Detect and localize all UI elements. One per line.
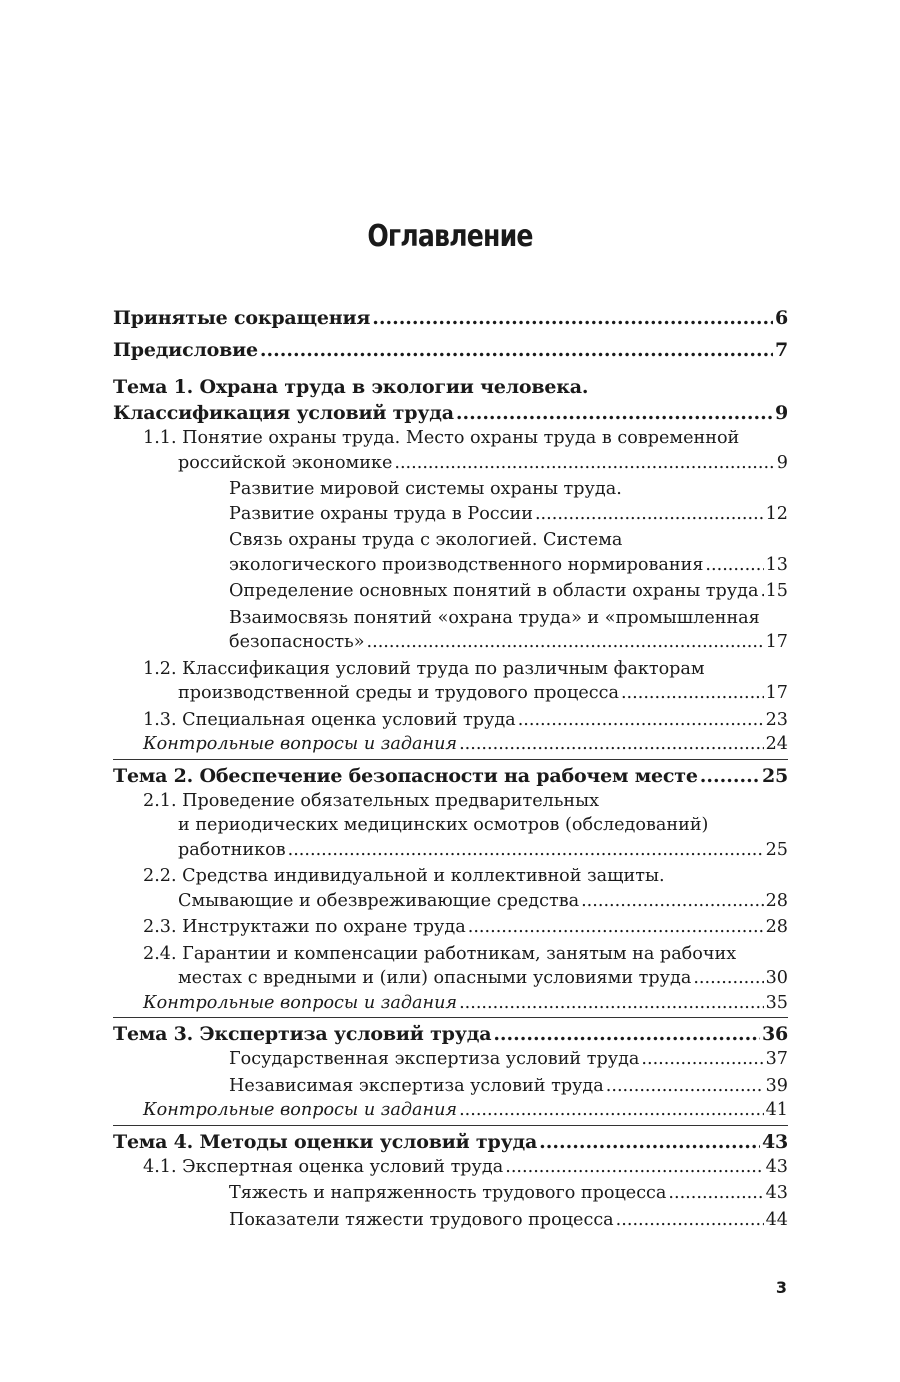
toc-entry-label: производственной среды и трудового процесса [178,683,619,703]
dot-leader [535,502,764,527]
dot-leader [700,763,760,789]
toc-page-number: 37 [765,1049,788,1069]
toc-entry-label: Классификация условий труда [113,402,454,424]
toc-entry-label: 2.2. Средства индивидуальной и коллективной защиты. [143,866,665,886]
toc-entry-section-1-1[interactable] [113,426,788,475]
dot-leader [456,400,773,426]
toc-entry-label: безопасность» [229,632,365,652]
toc-entry-label: Контрольные вопросы и задания [143,1100,458,1120]
section-divider [113,1017,788,1018]
toc-page-number: 25 [765,839,788,860]
dot-leader [606,1074,764,1099]
toc-entry-label: Принятые сокращения [113,307,371,329]
dot-leader [641,1047,763,1072]
toc-entry-label: 1.3. Специальная оценка условий труда [143,709,516,730]
toc-page-number: 44 [765,1209,788,1230]
toc-entry-label: Показатели тяжести трудового процесса [229,1209,614,1230]
toc-page-number: 30 [765,968,788,988]
dot-leader [372,305,773,331]
toc-entry-topic-3[interactable] [113,1021,788,1047]
toc-entry-subsection[interactable] [113,528,788,577]
toc-entry-section-2-2[interactable] [113,864,788,913]
toc-entry-review-questions[interactable] [113,1098,788,1123]
toc-entry-label: Контрольные вопросы и задания [143,992,458,1013]
section-divider [113,1125,788,1126]
toc-page-number: 15 [765,581,788,601]
toc-page-number: 28 [765,917,788,937]
dot-leader [539,1129,760,1155]
toc-page-number: 9 [774,402,788,424]
toc-page-number: 9 [776,452,788,473]
toc-entry-label: Тяжесть и напряженность трудового процесса [229,1183,667,1203]
toc-page-number: 6 [774,307,788,329]
toc-entry-subsection[interactable] [113,1208,788,1233]
section-divider [113,759,788,760]
toc-entry-topic-1[interactable] [113,374,788,426]
toc-entry-section-2-4[interactable] [113,942,788,991]
dot-leader [459,1098,764,1123]
toc-entry-label: Взаимосвязь понятий «охрана труда» и «промышленная [229,607,760,628]
toc-entry-label: Тема 2. Обеспечение безопасности на рабочем месте [113,764,698,787]
toc-entry-label: Тема 1. Охрана труда в экологии человека. [113,376,589,398]
table-of-contents [113,305,788,1232]
dot-leader [760,579,763,604]
toc-page-number: 13 [765,554,788,575]
dot-leader [581,889,764,914]
toc-page-number: 24 [765,734,788,754]
toc-page-number: 17 [765,632,788,652]
dot-leader [260,337,773,363]
toc-entry-label: Предисловие [113,339,258,361]
toc-entry-label: Независимая экспертиза условий труда [229,1075,604,1096]
toc-entry-label: Определение основных понятий в области охраны труда [229,581,759,601]
toc-entry-label: 2.4. Гарантии и компенсации работникам, занятым на рабочих [143,943,737,964]
dot-leader [468,915,764,940]
toc-page-number: 43 [761,1130,788,1153]
toc-entry-label: Развитие мировой системы охраны труда. [229,479,622,499]
toc-page-number: 35 [765,992,788,1013]
toc-entry-section-2-3[interactable] [113,915,788,940]
toc-entry-label: 2.3. Инструктажи по охране труда [143,917,466,937]
toc-page-number: 43 [765,1183,788,1203]
toc-page-number: 12 [765,503,788,524]
toc-page-number: 7 [774,339,788,361]
toc-entry-label: Связь охраны труда с экологией. Система [229,530,623,550]
toc-entry-subsection[interactable] [113,1181,788,1206]
dot-leader [367,630,764,655]
toc-page-number: 43 [765,1156,788,1177]
toc-entry-label: местах с вредными и (или) опасными условиями труда [178,968,692,988]
toc-entry-label: и периодических медицинских осмотров (обследований) [178,815,709,835]
toc-entry-preface[interactable] [113,337,788,363]
dot-leader [394,451,774,476]
toc-page-number: 41 [765,1100,788,1120]
toc-page-number: 36 [761,1023,788,1045]
toc-entry-label: 2.1. Проведение обязательных предварительных [143,790,600,811]
toc-page-number: 28 [765,890,788,911]
toc-entry-label: Государственная экспертиза условий труда [229,1049,640,1069]
toc-entry-label: Контрольные вопросы и задания [143,734,458,754]
toc-entry-label: Смывающие и обезвреживающие средства [178,890,580,911]
toc-entry-subsection[interactable] [113,1074,788,1099]
toc-entry-abbreviations[interactable] [113,305,788,331]
toc-entry-subsection[interactable] [113,477,788,526]
toc-entry-topic-2[interactable] [113,763,788,789]
toc-entry-label: российской экономике [178,452,393,473]
dot-leader [616,1208,764,1233]
dot-leader [668,1181,763,1206]
dot-leader [621,681,764,706]
dot-leader [518,708,764,733]
toc-entry-section-2-1[interactable] [113,789,788,863]
toc-entry-subsection[interactable] [113,579,788,604]
toc-entry-label: экологического производственного нормирования [229,554,704,575]
toc-entry-label: 4.1. Экспертная оценка условий труда [143,1156,504,1177]
toc-entry-topic-4[interactable] [113,1129,788,1155]
toc-page-number: 25 [761,764,788,787]
toc-entry-review-questions[interactable] [113,732,788,757]
toc-entry-review-questions[interactable] [113,991,788,1016]
toc-page-number: 17 [765,683,788,703]
toc-entry-label: Тема 3. Экспертиза условий труда [113,1023,492,1045]
toc-entry-label: 1.1. Понятие охраны труда. Место охраны труда в современной [143,428,740,448]
page-number: 3 [775,1278,787,1297]
toc-entry-section-4-1[interactable] [113,1155,788,1180]
toc-entry-label: 1.2. Классификация условий труда по различным факторам [143,658,705,679]
toc-page-number: 23 [765,709,788,730]
page-title: Оглавление [367,219,533,254]
toc-entry-section-1-3[interactable] [113,708,788,733]
toc-entry-subsection[interactable] [113,1047,788,1072]
toc-entry-subsection[interactable] [113,606,788,655]
dot-leader [693,966,763,991]
dot-leader [288,838,764,863]
toc-entry-label: работников [178,839,286,860]
toc-entry-label: Развитие охраны труда в России [229,503,533,524]
dot-leader [493,1021,760,1047]
dot-leader [505,1155,763,1180]
dot-leader [705,553,763,578]
toc-page-number: 39 [765,1075,788,1096]
dot-leader [459,732,764,757]
dot-leader [459,991,764,1016]
toc-entry-section-1-2[interactable] [113,657,788,706]
toc-entry-label: Тема 4. Методы оценки условий труда [113,1130,538,1153]
